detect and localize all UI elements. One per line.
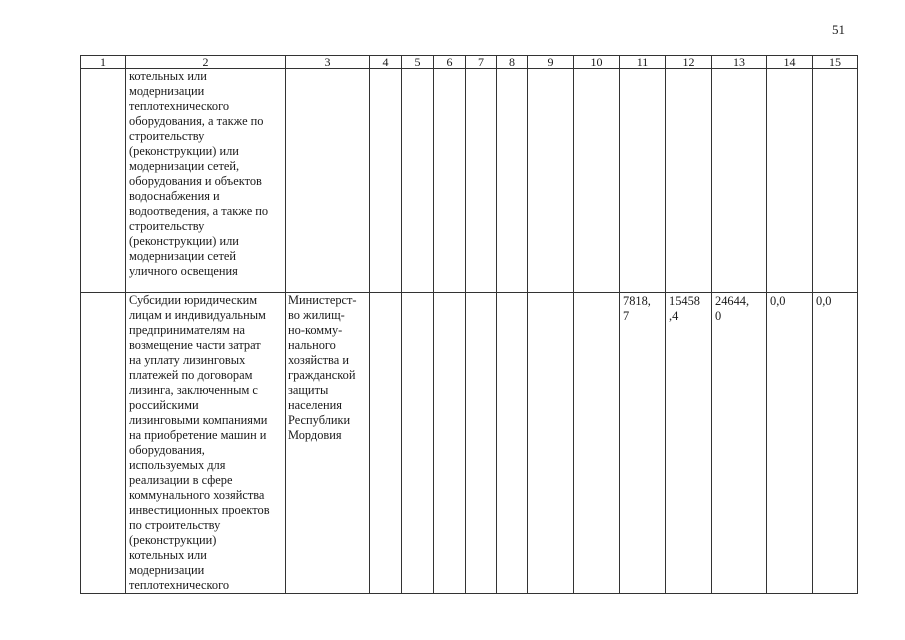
cell-empty: [434, 69, 466, 293]
header-cell: 14: [767, 56, 813, 69]
cell-value-11: 7818, 7: [620, 293, 666, 594]
cell-value-14: [767, 69, 813, 293]
header-cell: 1: [81, 56, 126, 69]
cell-description: котельных или модернизации теплотехнического оборудования, а также по строительству (реконструкции) или модернизации сетей, оборудования и объектов водоснабжения и водоотведения, а также по строительству (реконструкции) или модернизации сетей уличного освещения: [126, 69, 286, 293]
table-row: [81, 293, 858, 594]
cell-responsible: Министерст- во жилищ- но-комму- нального хозяйства и гражданской защиты населения Республики Мордовия: [286, 293, 370, 594]
cell-empty: [370, 293, 402, 594]
header-cell: 4: [370, 56, 402, 69]
cell-empty: [402, 69, 434, 293]
header-cell: 15: [813, 56, 858, 69]
cell-value-14: 0,0: [767, 293, 813, 594]
cell-value-11: [620, 69, 666, 293]
cell-number: [81, 69, 126, 293]
cell-empty: [434, 293, 466, 594]
cell-value-13: [712, 69, 767, 293]
header-row: [81, 56, 858, 69]
cell-description: Субсидии юридическим лицам и индивидуальным предпринимателям на возмещение части затрат на уплату лизинговых платежей по договорам лизинга, заключенным с российскими лизинговыми компаниями на приобретение машин и оборудования, используемых для реализации в сфере коммунального хозяйства инвестиционных проектов по строительству (реконструкции) котельных или модернизации теплотехнического: [126, 293, 286, 594]
cell-empty: [528, 293, 574, 594]
header-cell: 3: [286, 56, 370, 69]
header-cell: 13: [712, 56, 767, 69]
cell-value-13: 24644, 0: [712, 293, 767, 594]
header-cell: 5: [402, 56, 434, 69]
header-cell: 7: [466, 56, 497, 69]
cell-empty: [497, 293, 528, 594]
header-cell: 12: [666, 56, 712, 69]
header-cell: 6: [434, 56, 466, 69]
page-number: 51: [832, 22, 845, 37]
header-cell: 11: [620, 56, 666, 69]
header-cell: 9: [528, 56, 574, 69]
cell-responsible: [286, 69, 370, 293]
cell-empty: [574, 69, 620, 293]
cell-value-12: [666, 69, 712, 293]
cell-number: [81, 293, 126, 594]
cell-empty: [528, 69, 574, 293]
cell-empty: [402, 293, 434, 594]
cell-empty: [466, 293, 497, 594]
cell-empty: [574, 293, 620, 594]
header-cell: 10: [574, 56, 620, 69]
table-row: [81, 69, 858, 293]
cell-empty: [466, 69, 497, 293]
cell-empty: [497, 69, 528, 293]
header-cell: 8: [497, 56, 528, 69]
cell-empty: [370, 69, 402, 293]
cell-value-15: [813, 69, 858, 293]
budget-table: [80, 55, 858, 594]
cell-value-15: 0,0: [813, 293, 858, 594]
header-cell: 2: [126, 56, 286, 69]
cell-value-12: 15458 ,4: [666, 293, 712, 594]
